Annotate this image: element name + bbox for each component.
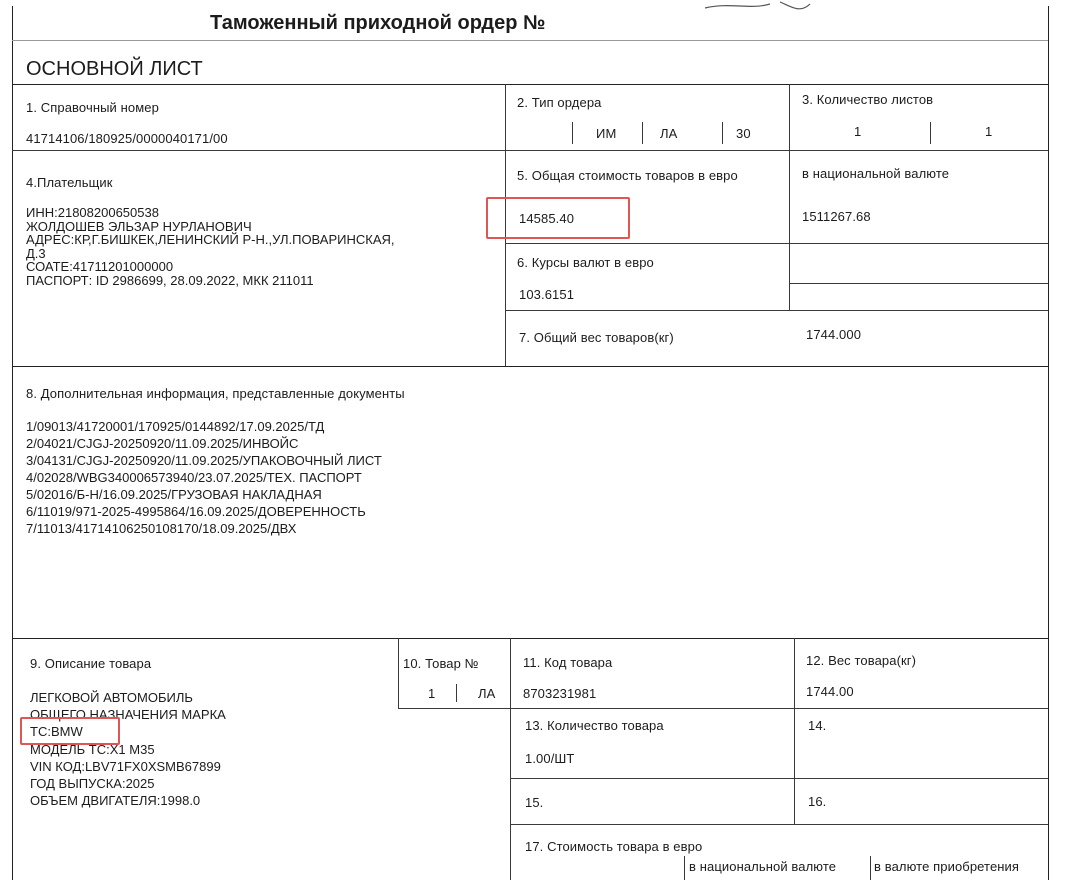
document-line: 2/04021/CJGJ-20250920/11.09.2025/ИНВОЙС — [26, 436, 299, 451]
sheet-label: ОСНОВНОЙ ЛИСТ — [26, 58, 203, 80]
box17-purchase-label: в валюте приобретения — [874, 859, 1020, 874]
divider — [794, 638, 795, 824]
box15-label: 15. — [525, 795, 544, 810]
box8-documents — [26, 418, 382, 537]
description-line: ОБЩЕГО НАЗНАЧЕНИЯ МАРКА — [30, 707, 226, 723]
box4-payer-info — [26, 206, 395, 288]
box2-cell-3: 30 — [736, 126, 751, 141]
divider — [642, 122, 643, 144]
divider — [398, 638, 399, 708]
divider — [510, 778, 1048, 779]
divider — [572, 122, 573, 144]
divider — [789, 84, 790, 150]
box1-label: 1. Справочный номер — [26, 100, 159, 115]
divider — [930, 122, 931, 144]
box7-label: 7. Общий вес товаров(кг) — [519, 330, 674, 345]
box13-value: 1.00/ШТ — [525, 751, 575, 766]
box2-cell-2: ЛА — [660, 126, 678, 141]
description-line: ЛЕГКОВОЙ АВТОМОБИЛЬ — [30, 690, 193, 705]
frame-right — [1048, 6, 1049, 880]
box2-label: 2. Тип ордера — [517, 95, 602, 110]
box17-national-label: в национальной валюте — [689, 859, 837, 874]
payer-line: АДРЕС:КР,Г.БИШКЕК,ЛЕНИНСКИЙ Р-Н.,УЛ.ПОВАРИНСКАЯ, — [26, 232, 395, 248]
description-line: VIN КОД:LBV71FX0XSMB67899 — [30, 758, 221, 774]
box5-label: 5. Общая стоимость товаров в евро — [517, 168, 738, 183]
highlight-box-total-eur — [486, 197, 630, 239]
document-line: 4/02028/WBG340006573940/23.07.2025/ТЕХ. ПАСПОРТ — [26, 470, 362, 485]
rule-sheet — [12, 84, 1048, 85]
payer-line: ПАСПОРТ: ID 2986699, 28.09.2022, МКК 211011 — [26, 272, 314, 288]
box11-value: 8703231981 — [523, 686, 597, 701]
divider — [12, 638, 1048, 639]
box5-national-label: в национальной валюте — [802, 166, 950, 181]
divider — [684, 856, 685, 880]
document-line: 1/09013/41720001/170925/0144892/17.09.2025/ТД — [26, 419, 325, 434]
document-line: 6/11019/971-2025-4995864/16.09.2025/ДОВЕРЕННОСТЬ — [26, 504, 366, 519]
payer-line: ИНН:21808200650538 — [26, 205, 159, 220]
divider — [12, 150, 1048, 151]
box12-value: 1744.00 — [806, 684, 854, 699]
box7-value: 1744.000 — [806, 327, 862, 342]
document-line: 3/04131/CJGJ-20250920/11.09.2025/УПАКОВОЧНЫЙ ЛИСТ — [26, 453, 382, 468]
box12-label: 12. Вес товара(кг) — [806, 653, 917, 668]
handwritten-mark — [700, 0, 820, 24]
box5-value-eur: 14585.40 — [519, 211, 575, 226]
box13-label: 13. Количество товара — [525, 718, 664, 733]
box11-label: 11. Код товара — [523, 655, 613, 670]
box6-label: 6. Курсы валют в евро — [517, 255, 654, 270]
divider — [456, 684, 457, 702]
box4-label: 4.Плательщик — [26, 175, 113, 190]
description-line: ТС:BMW — [30, 724, 83, 740]
box3-cell-2: 1 — [985, 124, 993, 139]
divider — [870, 856, 871, 880]
frame-left — [12, 6, 13, 880]
payer-line: СОАТЕ:41711201000000 — [26, 259, 174, 275]
rule-top-header — [12, 40, 1048, 41]
divider — [510, 638, 511, 880]
divider — [505, 310, 1048, 311]
box16-label: 16. — [808, 794, 827, 809]
payer-line: ЖОЛДОШЕВ ЭЛЬЗАР НУРЛАНОВИЧ — [26, 218, 252, 234]
box1-value: 41714106/180925/0000040171/00 — [26, 131, 228, 146]
box17-label: 17. Стоимость товара в евро — [525, 839, 703, 854]
divider — [789, 150, 790, 310]
box3-label: 3. Количество листов — [802, 92, 934, 107]
box10-cell-2: ЛА — [478, 686, 496, 701]
description-line: ГОД ВЫПУСКА:2025 — [30, 776, 155, 792]
box10-label: 10. Товар № — [403, 656, 479, 671]
page-title: Таможенный приходной ордер № — [210, 12, 546, 34]
divider — [722, 122, 723, 144]
divider — [12, 366, 1048, 367]
box5-value-national: 1511267.68 — [802, 209, 871, 224]
highlight-box-brand — [20, 717, 120, 745]
divider — [789, 283, 1048, 284]
divider — [505, 243, 1048, 244]
divider — [398, 708, 1048, 709]
box9-label: 9. Описание товара — [30, 656, 152, 671]
box9-description — [30, 689, 226, 809]
document-line: 7/11013/41714106250108170/18.09.2025/ДВХ — [26, 521, 297, 536]
box10-cell-1: 1 — [428, 686, 436, 701]
box2-cell-1: ИМ — [596, 126, 617, 141]
box8-label: 8. Дополнительная информация, представленные документы — [26, 386, 405, 401]
document-line: 5/02016/Б-Н/16.09.2025/ГРУЗОВАЯ НАКЛАДНАЯ — [26, 487, 322, 502]
description-line: МОДЕЛЬ ТС:X1 M35 — [30, 741, 155, 757]
payer-line: Д.3 — [26, 245, 46, 261]
box6-value: 103.6151 — [519, 287, 575, 302]
description-line: ОБЪЕМ ДВИГАТЕЛЯ:1998.0 — [30, 793, 201, 809]
box14-label: 14. — [808, 718, 827, 733]
box3-cell-1: 1 — [854, 124, 862, 139]
divider — [510, 824, 1048, 825]
